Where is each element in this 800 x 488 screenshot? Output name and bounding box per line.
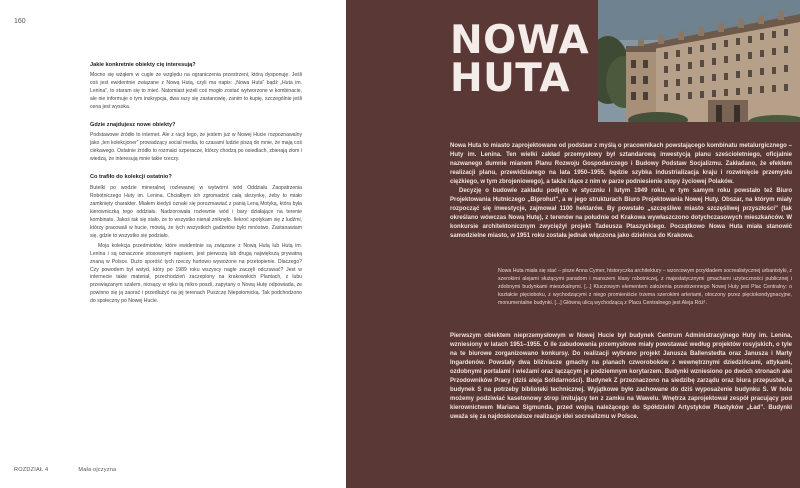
lead-text: [450, 142, 792, 241]
left-page: [0, 0, 346, 488]
title-line: NOWA: [450, 18, 590, 63]
answer-paragraph: Butelki po wodzie mineralnej rozlewanej w wytwórni wód Oddziału Zaopatrzenia Robotniczego Huty im. Lenina. Chciałbym ich zgromadzić całą skrzynkę, żeby to miało zamknięty charakter. Miałem kiedyś oznaki się porozmawiać z panią Leną Motyką, która była kierowniczką tego oddziału. Nadzorowała rozlewnie wód i bary działające na terenie kombinatu. Jakoś tak się stało, że to wszystko nienal zniknęło. Ilekroć spotykam się z ludźmi, którzy pracowali w hucie, mówią, że tych wszystkich gadżetów było mnóstwo. Zastanawiam się, gdzie to wszystko się podziało.: [90, 184, 302, 239]
question-heading: Jakie konkretnie obiekty cię interesują?: [90, 62, 196, 68]
question-heading: Co trafiło do kolekcji ostatnio?: [90, 174, 172, 181]
page-footer: [14, 467, 116, 473]
chapter-label: ROZDZIAŁ 4: [14, 467, 49, 473]
answer-paragraph: Podstawowe źródło to internet. Ale z racji tego, że jestem już w Nowej Hucie rozpoznawalny jako „ten kolekcjoner” prowadzący social media, to czasami ludzie piszą do mnie, że mają coś ciekawego. Ostatnie źródło to rozmaici szperacze, którzy chodzą po osiedlach, zbierają złom i wiedzą, że interesują mnie takie rzeczy.: [90, 132, 302, 163]
answer-paragraph: Moja kolekcja przedmiotów, które ewidentnie są związane z Nową Hutą lub Hutą im. Lenina i są oznaczone stosownym napisem, jest pierwszą lub drugą największą prywatną znaną w Polsce. Dużo sporóść tych rzeczy hurtowo wywożone na przetopienie. Dlaczego? Czy powodem był wstyd, który po 1989 roku wszyscy nagle zaczęli odczuwać? Jest w internecie takie materiał, przechodzień zaczepiony na krakowskich Plantach, z lubu przewiązanym szalem, niosący w ręku tą mikro poszli, zapytany o Nową Hutę odpowiada, że powinno się ją zaorać i przedłużyć na jej terenach Puszczę Niepołomicką. Tak podchodzono do społeczny po Nowej Hucie.: [90, 242, 302, 305]
right-page: [346, 0, 800, 488]
chapter-title: [450, 18, 590, 102]
title-line: HUTA: [450, 56, 571, 102]
answer-paragraph: Mocno się wżąłem w cugle ze względu na ograniczenia przestrzeni, którą dysponuję. Jeśli coś jest ewidentnie związane z Nową Hutą, czyli ma napis: „Nowa Huta” bądź „Huta im. Lenina”, to staram się to mieć. Natomiast jeżeli coś mogło zostać wytworzone w kombinacie, ale nie informuje o tym inskrypcja, dwa razy się zastanowię, zanim to kupię, szczególnie jeśli cena jest wysoka.: [90, 72, 302, 111]
quote-block: Nowa Huta miała się stać – pisze Anna Cymer, historyczka architektury – wzorcowym przykładem socrealistycznej urbanistyki, z szerokimi alejami służącymi paradom i manszem klasy robotniczej, z majestatycznymi gmachami użyteczności publicznej i zdobnymi budynkami mieszkalnymi. [...] Kluczowym elementem założenia przestrzennego Nowej Huty jest Plac Centralny: o kształcie pięcioboku, z wychodzącymi z niego promieniście trzema szerokimi arteriami, otoczony przez pięciokondygnacyjne, monumentalne budynki. [...] Główną ulicą wychodzącą z Placu Centralnego jest Aleja Róż¹.: [498, 268, 792, 307]
building-photo: [598, 0, 800, 122]
body-paragraph: Pierwszym obiektem nieprzemysłowym w Nowej Hucie był budynek Centrum Administracyjnego Huty im. Lenina, wzniesiony w latach 1951–1955. O ile zabudowania przemysłowe miały powstawać według projektów rosyjskich, o tyle na te biurowe zorganizowano konkursy. Do realizacji wybrano projekt Janusza Ballenstedta oraz Janusza i Marty Ingardenów. Powstały dwa bliźniacze gmachy na planach czworoboków z wewnętrznymi dziedzińcami, attykami, ozdobnymi portalami i wieżami oraz łączącym je podziemnym korytarzem. Budynki wzniesiono po dwóch stronach alei Przodowników Pracy (dziś aleja Solidarności). Budynek Z przeznaczono na siedzibę zarządu oraz biura przepustek, a budynek S na potrzeby biblioteki technicznej. Wyjątkowe było zachowane do dziś wyposażenie budynku S. W holu możemy podziwiać kasetonowy strop imitujący ten z zamku na Wawelu. Wnętrza zaprojektował zespół pracujący pod kierownictwem Mariana Sigmunda, przed wojną należącego do Spółdzielni Artystyków Plastyków „Ład”. Budynki uważa się za najdoskonalsze realizacje idei socrealizmu w Polsce.: [450, 333, 792, 420]
lead-paragraph: Nowa Huta to miasto zaprojektowane od podstaw z myślą o pracownikach powstającego kombinatu metalurgicznego – Huty im. Lenina. Ten wielki zakład przemysłowy był sztandarową inwestycją planu sześcioletniego, oficjalnie nazwanego dumnie mianem Planu Rozwoju Gospodarczego i Budowy Podstaw Socjalizmu. Zakładano, że efektem realizacji planu, przewidzianego na lata 1950–1955, będzie szybka industrializacja kraju i rozwinięcie przemysłu ciężkiego, w tym zbrojeniowego), a także idące z nim w parze podniesienie stopy życiowej Polaków.: [450, 143, 792, 185]
section-label: Mała ojczyzna: [78, 467, 117, 473]
lead-paragraph: Decyzję o budowie zakładu podjęto w styczniu i lutym 1949 roku, w tym samym roku powstało też Biuro Projektowania Hutniczego „Biprohut”, a w jego strukturach Biuro Projektowania Nowej Huty. Obszar, na którym miały rozpocząć się inwestycje, zajmował 1100 hektarów. By powstało „szczęśliwe miasto szczęśliwej przyszłości” (tak określano wówczas Nową Hutę), z terenów na południe od Krakowa wywłaszczono dotychczasowych mieszkańców. W konkursie architektonicznym zwyciężył projekt Tadeusza Ptaszyckiego. Początkowo Nowa Huta miała stanowić samodzielne miasto, w 1951 roku została jednak włączona jako dzielnica do Krakowa.: [450, 188, 792, 239]
page-number: 160: [14, 18, 26, 25]
interview-column: [90, 62, 302, 308]
question-heading: Gdzie znajdujesz nowe obiekty?: [90, 122, 176, 129]
